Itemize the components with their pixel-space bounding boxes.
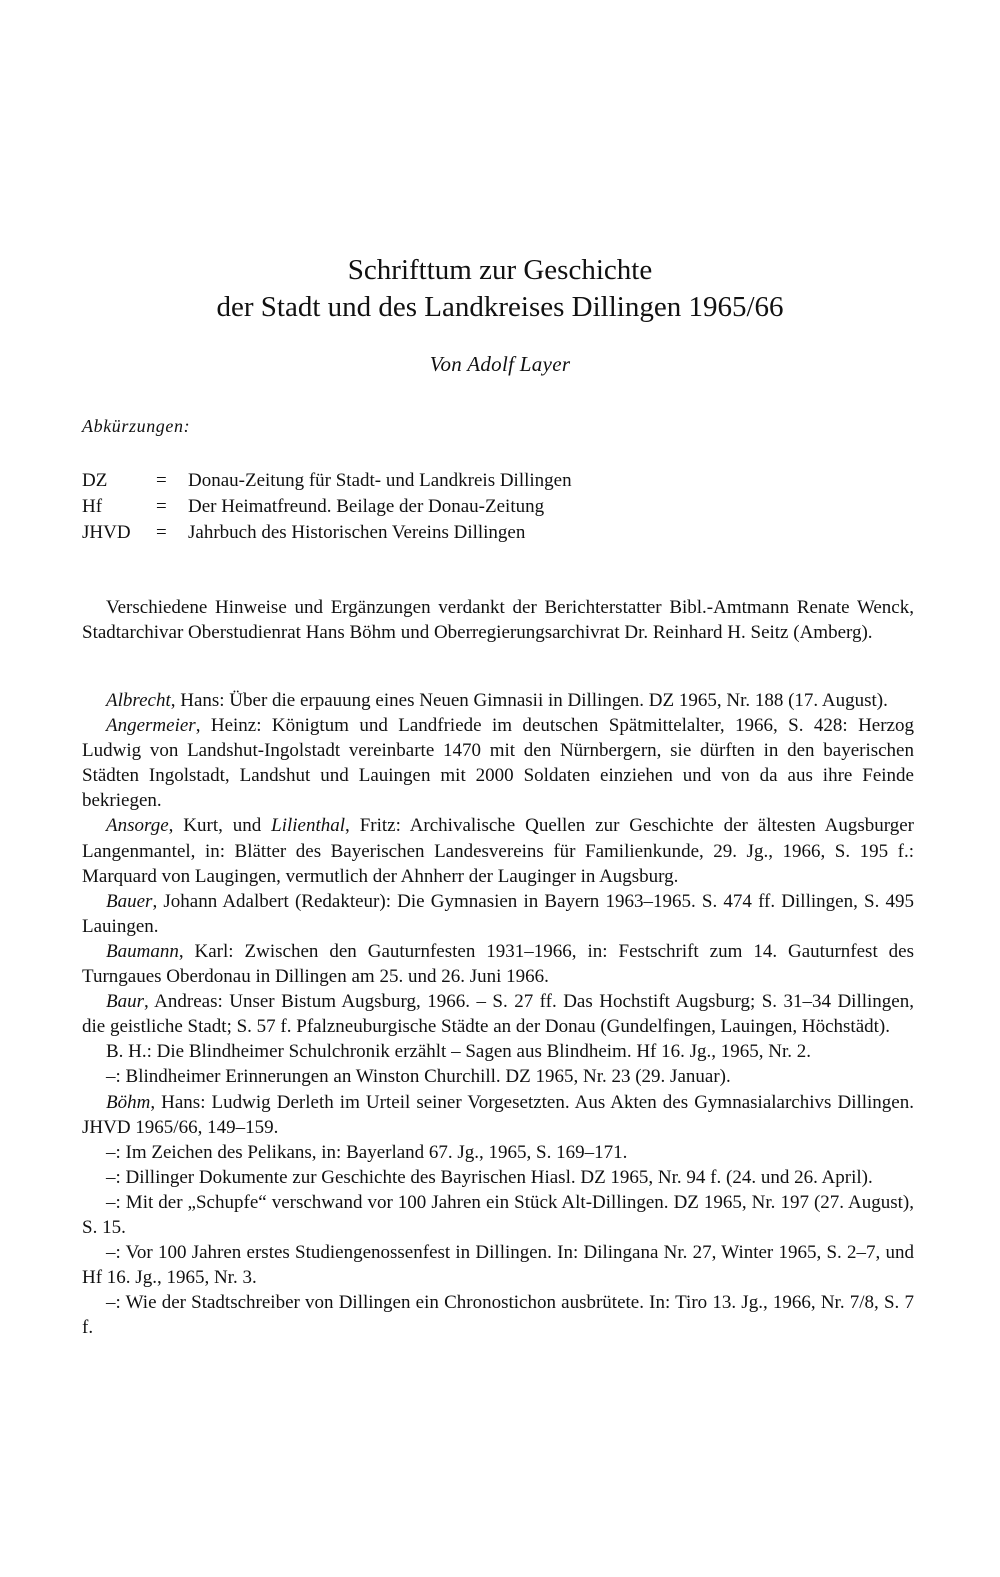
abbreviation-code: DZ bbox=[82, 470, 108, 491]
bibliography-entry bbox=[82, 713, 914, 813]
abbreviation-code: JHVD bbox=[82, 522, 131, 543]
entry-text: –: Vor 100 Jahren erstes Studiengenossenfest in Dillingen. In: Dilingana Nr. 27, Winter 1965, S. 2–7, und Hf 16. Jg., 1965, Nr. 3. bbox=[82, 1242, 914, 1289]
abbreviation-meaning: Der Heimatfreund. Beilage der Donau-Zeitung bbox=[188, 496, 545, 517]
bibliography-entry bbox=[82, 1064, 914, 1089]
entry-text: , Karl: Zwischen den Gauturnfesten 1931–1966, in: Festschrift zum 14. Gauturnfest des Turngaues Oberdonau in Dillingen am 25. und 26. Juni 1966. bbox=[82, 940, 914, 988]
bibliography-entry bbox=[82, 989, 914, 1039]
abbreviation-meaning: Jahrbuch des Historischen Vereins Dillingen bbox=[188, 522, 526, 543]
bibliography-list bbox=[82, 688, 914, 1340]
entry-author: Ansorge bbox=[106, 815, 169, 837]
entry-author: Albrecht bbox=[106, 690, 171, 711]
equals-sign: = bbox=[156, 470, 167, 491]
entry-coauthor: Lilienthal bbox=[271, 815, 346, 837]
entry-text: –: Dillinger Dokumente zur Geschichte des Bayrischen Hiasl. DZ 1965, Nr. 94 f. (24. und 26. April). bbox=[106, 1166, 873, 1188]
bibliography-entry bbox=[82, 1039, 914, 1064]
abbreviation-row bbox=[82, 468, 942, 494]
entry-author: Baumann bbox=[106, 940, 179, 962]
entry-text: –: Mit der „Schupfe“ verschwand vor 100 Jahren ein Stück Alt-Dillingen. DZ 1965, Nr. 197 (27. August), S. 15. bbox=[82, 1191, 914, 1238]
entry-text: , Hans: Ludwig Derleth im Urteil seiner Vorgesetzten. Aus Akten des Gymnasialarchivs Dillingen. JHVD 1965/66, 149–159. bbox=[82, 1091, 914, 1138]
entry-text: B. H.: Die Blindheimer Schulchronik erzählt – Sagen aus Blindheim. Hf 16. Jg., 1965, Nr. 2. bbox=[106, 1041, 812, 1063]
bibliography-entry bbox=[82, 1240, 914, 1290]
abbreviations-list bbox=[82, 468, 942, 546]
abbreviation-code: Hf bbox=[82, 496, 103, 517]
entry-author: Bauer bbox=[106, 890, 153, 912]
entry-text: , Hans: Über die erpauung eines Neuen Gimnasii in Dillingen. DZ 1965, Nr. 188 (17. August). bbox=[170, 690, 888, 711]
title-line-1: Schrifttum zur Geschichte bbox=[347, 254, 653, 286]
page-title bbox=[0, 252, 1000, 326]
equals-sign: = bbox=[156, 522, 167, 543]
bibliography-entry bbox=[82, 813, 914, 888]
entry-text: –: Im Zeichen des Pelikans, in: Bayerland 67. Jg., 1965, S. 169–171. bbox=[106, 1141, 628, 1163]
entry-text: , Andreas: Unser Bistum Augsburg, 1966. – S. 27 ff. Das Hochstift Augsburg; S. 31–34 Dillingen, die geistliche Stadt; S. 57 f. Pfalzneuburgische Städte an der Donau (Gundelfingen, Lauingen, Höchstädt). bbox=[82, 991, 914, 1038]
entry-text: , Johann Adalbert (Redakteur): Die Gymnasien in Bayern 1963–1965. S. 474 ff. Dillingen, S. 495 Lauingen. bbox=[82, 890, 914, 937]
entry-text: , Heinz: Königtum und Landfriede im deutschen Spätmittelalter, 1966, S. 428: Herzog Ludwig von Landshut-Ingolstadt vereinbarte 1470 mit den Nürnbergern, sie dürften in den bayerischen Städten Ingolstadt, Landshut und Lauingen mit 2000 Soldaten einziehen und von da aus ihre Feinde bekriegen. bbox=[82, 715, 914, 812]
abbreviation-row bbox=[82, 520, 942, 546]
bibliography-entry bbox=[82, 1190, 914, 1240]
abbreviation-row bbox=[82, 494, 942, 520]
bibliography-entry bbox=[82, 1290, 914, 1340]
abbreviation-meaning: Donau-Zeitung für Stadt- und Landkreis Dillingen bbox=[188, 470, 572, 491]
entry-text-continued: , Fritz: Archivalische Quellen zur Geschichte der ältesten Augsburger Langenmantel, in: Blätter des Bayerischen Landesvereins für Familienkunde, 29. Jg., 1966, S. 195 f.: Marquard von Laugingen, vermutlich der Ahnherr der Lauginger in Augsburg. bbox=[82, 815, 914, 887]
bibliography-entry bbox=[82, 1090, 914, 1140]
bibliography-entry bbox=[82, 1165, 914, 1190]
bibliography-entry bbox=[82, 939, 914, 989]
entry-text: –: Blindheimer Erinnerungen an Winston Churchill. DZ 1965, Nr. 23 (29. Januar). bbox=[106, 1066, 731, 1088]
bibliography-entry bbox=[82, 889, 914, 939]
title-line-2: der Stadt und des Landkreises Dillingen 1965/66 bbox=[216, 291, 784, 323]
bibliography-entry bbox=[82, 1140, 914, 1165]
abbreviations-heading: Abkürzungen: bbox=[82, 416, 191, 436]
entry-text: –: Wie der Stadtschreiber von Dillingen ein Chronostichon ausbrütete. In: Tiro 13. Jg., 1966, Nr. 7/8, S. 7 f. bbox=[82, 1292, 914, 1339]
bibliography-entry bbox=[82, 688, 914, 713]
entry-author: Angermeier bbox=[106, 715, 196, 737]
equals-sign: = bbox=[156, 496, 167, 517]
author-line: Von Adolf Layer bbox=[429, 352, 571, 376]
entry-text: , Kurt, und bbox=[168, 815, 272, 837]
entry-author: Baur bbox=[106, 991, 144, 1013]
entry-author: Böhm bbox=[106, 1091, 151, 1113]
acknowledgement-paragraph: Verschiedene Hinweise und Ergänzungen verdankt der Berichterstatter Bibl.-Amtmann Renate Wenck, Stadtarchivar Oberstudienrat Hans Böhm und Oberregierungsarchivrat Dr. Reinhard H. Seitz (Amberg). bbox=[82, 597, 914, 643]
